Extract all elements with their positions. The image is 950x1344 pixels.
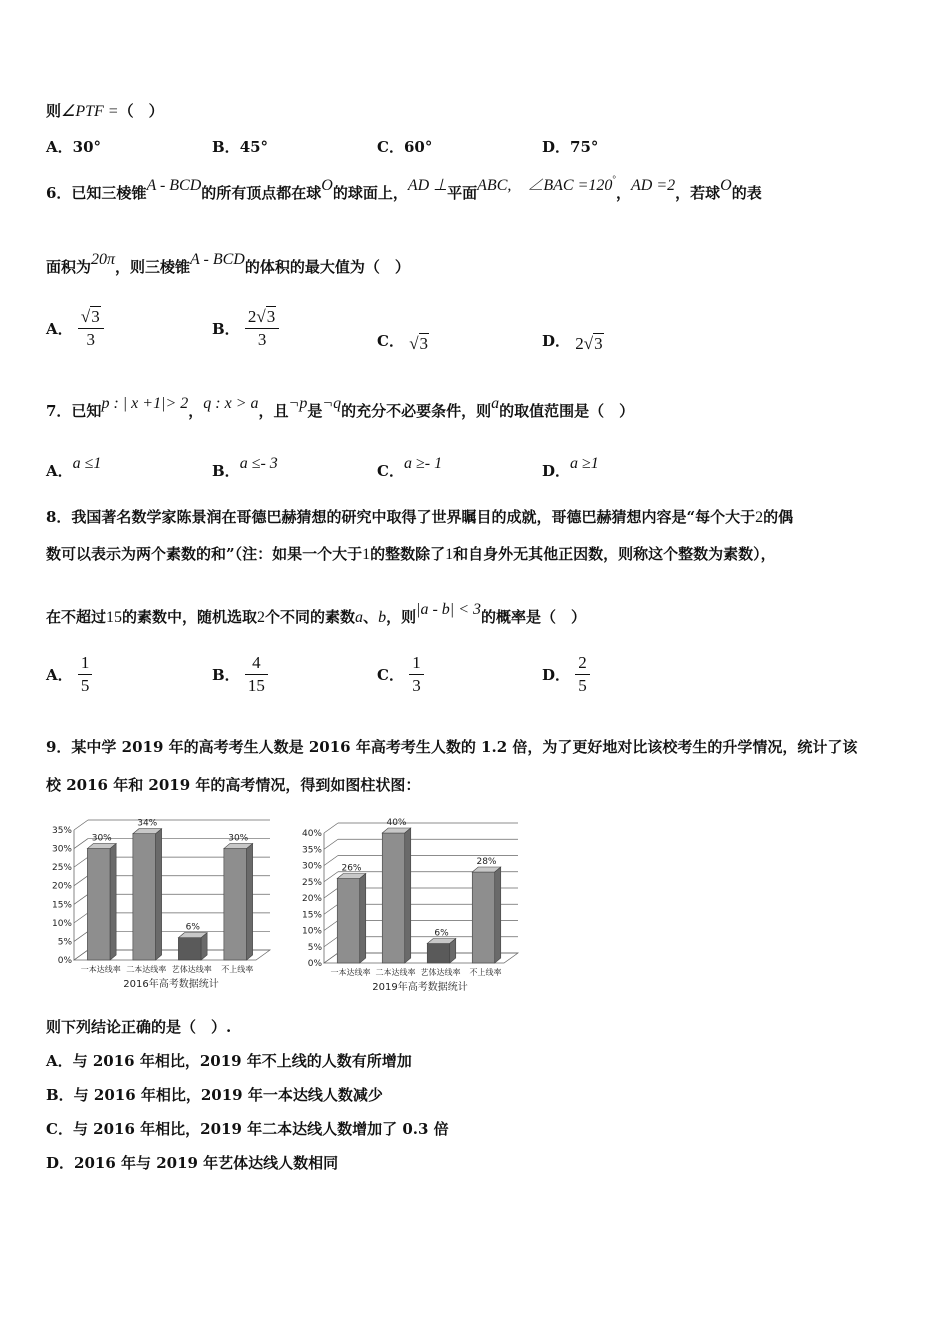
q8-stem-line2: 数可以表示为两个素数的和”（注：如果一个大于1的整数除了1和自身外无其他正因数，则称这个整数为素数）， — [46, 545, 776, 563]
y-tick-label: 15% — [301, 910, 322, 921]
y-tick-label: 0% — [57, 956, 72, 966]
q9-option-a: A．与 2016 年相比，2019 年不上线的人数有所增加 — [46, 1052, 412, 1070]
bar-3 — [472, 872, 495, 963]
data-label: 6% — [434, 928, 449, 939]
grid-diag — [74, 857, 88, 867]
grid-diag — [324, 839, 338, 849]
y-tick-label: 10% — [301, 926, 322, 937]
data-label: 34% — [137, 818, 158, 829]
grid-diag — [324, 823, 338, 833]
q8-option-c: C． $\frac{1}{3}$ — [377, 652, 424, 697]
y-tick-label: 35% — [51, 826, 72, 836]
q6-option-c: C． √3 — [377, 332, 429, 353]
grid-diag — [324, 904, 338, 914]
y-tick-label: 30% — [51, 844, 72, 855]
category-label: 艺体达线率 — [420, 968, 461, 977]
data-label: 6% — [185, 922, 200, 933]
grid-diag — [324, 888, 338, 898]
q6-option-d: D． 2√3 — [542, 332, 603, 353]
q6-stem-line2: 面积为20π，则三棱锥A - BCD的体积的最大值为（ ） — [46, 251, 410, 276]
q9-option-d: D．2016 年与 2019 年艺体达线人数相同 — [46, 1154, 339, 1172]
q5-stem-math: ∠PTF = — [61, 103, 119, 120]
bar-side-1 — [156, 829, 162, 960]
bar-0 — [337, 879, 360, 964]
bar-0 — [87, 849, 110, 960]
data-label: 30% — [228, 833, 249, 844]
grid-diag — [74, 913, 88, 923]
y-tick-label: 15% — [51, 900, 72, 911]
y-tick-label: 0% — [307, 959, 322, 969]
bar-2 — [427, 944, 450, 964]
q8-stem-line1: 8．我国著名数学家陈景润在哥德巴赫猜想的研究中取得了世界瞩目的成就，哥德巴赫猜想内容是“每个大于2的偶 — [46, 508, 794, 526]
q7-stem: 7．已知p : | x +1|> 2，q : x > a，且¬p是¬q的充分不必要条件，则a的取值范围是（ ） — [46, 395, 635, 420]
q5-option-d: D．75° — [542, 138, 599, 156]
grid-diag — [74, 839, 88, 849]
data-label: 28% — [476, 857, 497, 867]
bar-3 — [224, 849, 247, 960]
grid-diag — [74, 820, 88, 830]
bar-2 — [178, 938, 201, 960]
y-tick-label: 25% — [301, 877, 322, 888]
category-label: 不上线率 — [221, 965, 254, 974]
bar-side-0 — [110, 844, 116, 960]
q7-option-a: A．a ≤1 — [46, 455, 102, 480]
q5-option-c: C．60° — [377, 138, 433, 156]
bar-1 — [382, 833, 405, 963]
data-label: 30% — [91, 833, 112, 844]
category-label: 一本达线率 — [80, 965, 121, 974]
y-tick-label: 35% — [301, 845, 322, 856]
bar-side-0 — [360, 874, 366, 964]
q9-option-c: C．与 2016 年相比，2019 年二本达线人数增加了 0.3 倍 — [46, 1120, 449, 1138]
q8-stem-line3: 在不超过15的素数中，随机选取2个不同的素数a、b，则|a - b| < 3的概率是（ ） — [46, 601, 587, 626]
chart-2016 — [44, 804, 274, 996]
q9-stem-line1: 9．某中学 2019 年的高考考生人数是 2016 年高考考生人数的 1.2 倍，为了更好地对比该校考生的升学情况，统计了该 — [46, 738, 858, 756]
q8-option-b: B． $\frac{4}{15}$ — [212, 652, 268, 697]
y-tick-label: 5% — [307, 942, 322, 953]
grid-diag — [324, 872, 338, 882]
category-label: 不上线率 — [469, 968, 502, 977]
q7-option-c: C．a ≥- 1 — [377, 455, 443, 480]
data-label: 40% — [386, 818, 407, 828]
y-tick-label: 20% — [301, 894, 322, 904]
y-tick-label: 20% — [51, 881, 72, 892]
category-label: 艺体达线率 — [171, 965, 212, 974]
y-tick-label: 30% — [301, 861, 322, 872]
q5-option-a: A．30° — [46, 138, 102, 156]
q8-option-d: D． $\frac{2}{5}$ — [542, 652, 590, 697]
q6-option-a: A． $\frac{√3}{3}$ — [46, 306, 104, 351]
grid-diag — [324, 937, 338, 947]
grid-diag — [324, 856, 338, 866]
y-tick-label: 10% — [51, 918, 72, 929]
bar-side-3 — [247, 844, 253, 960]
q9-question: 则下列结论正确的是（ ）. — [46, 1018, 232, 1036]
q7-option-b: B．a ≤- 3 — [212, 455, 278, 480]
y-tick-label: 25% — [51, 863, 72, 874]
bar-side-1 — [405, 828, 411, 963]
category-label: 二本达线率 — [126, 965, 167, 974]
grid-diag — [74, 894, 88, 904]
bar-side-2 — [201, 933, 207, 960]
chart-title: 2016年高考数据统计 — [123, 979, 219, 990]
bar-1 — [133, 834, 156, 960]
q6-option-b: B． $\frac{2√3}{3}$ — [212, 306, 279, 351]
chart-2019 — [298, 806, 528, 996]
grid-diag — [324, 921, 338, 931]
grid-diag — [74, 931, 88, 941]
q9-option-b: B．与 2016 年相比，2019 年一本达线人数减少 — [46, 1086, 383, 1104]
q8-option-a: A． $\frac{1}{5}$ — [46, 652, 92, 697]
chart-title: 2019年高考数据统计 — [372, 982, 468, 993]
q5-option-b: B．45° — [212, 138, 269, 156]
category-label: 一本达线率 — [330, 968, 371, 977]
q9-stem-line2: 校 2016 年和 2019 年的高考情况，得到如图柱状图： — [46, 776, 421, 794]
q7-option-d: D．a ≥1 — [542, 455, 599, 480]
y-tick-label: 40% — [301, 829, 322, 839]
q5-stem-prefix: 则 — [46, 102, 62, 120]
data-label: 26% — [341, 863, 362, 874]
bar-side-3 — [495, 867, 501, 963]
y-tick-label: 5% — [57, 937, 72, 948]
category-label: 二本达线率 — [375, 968, 416, 977]
q5-stem — [46, 100, 164, 121]
grid-diag — [74, 876, 88, 886]
q5-stem-suffix: （ ） — [118, 102, 164, 120]
q6-stem-line1: 6．已知三棱锥A - BCD的所有顶点都在球O的球面上，AD ⊥平面ABC, ∠BAC =120°，AD =2，若球O的表 — [46, 174, 762, 202]
